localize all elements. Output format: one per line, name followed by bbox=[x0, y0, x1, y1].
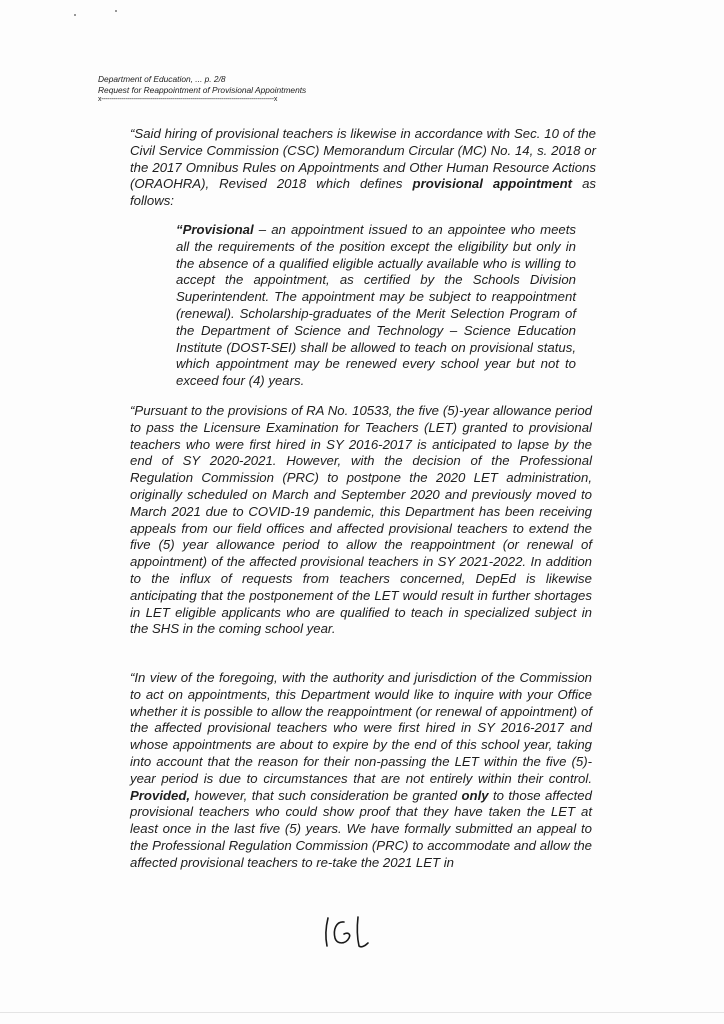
paragraph4-text-b: however, that such consideration be granted bbox=[190, 787, 462, 803]
paragraph-csc-circular bbox=[130, 126, 596, 210]
scan-edge-line bbox=[0, 1012, 724, 1013]
paragraph1-text-a: “Said hiring of provisional teachers is likewise in accordance with Sec. 10 of the Civil Service Commission (CSC) Memorandum Circular (MC) No. 14, s. 2018 or the 2017 Omnibus Rules on Appointments and Other Human Resource Actions (ORAOHRA), Revised 2018 which defines bbox=[130, 126, 596, 192]
paragraph1-text-b: as follows: bbox=[130, 176, 597, 209]
paragraph3-text: “Pursuant to the provisions of RA No. 10533, the five (5)-year allowance period to pass the Licensure Examination for Teachers (LET) granted to provisional teachers who were first hired in SY 2016-2017 is anticipated to lapse by the end of SY 2020-2021. However, with the decision of the Professional Regulation Commission (PRC) to postpone the 2020 LET administration, originally scheduled on March and September 2020 and previously moved to March 2021 due to COVID-19 pandemic, this Department has been receiving appeals from our field offices and affected provisional teachers to extend the five (5) year allowance period to allow the reappointment (or renewal of appointment) of the affected provisional teachers in SY 2021-2022. In addition to the influx of requests from teachers concerned, DepEd is likewise anticipating that the postponement of the LET would result in further shortages in LET eligible applicants who are qualified to teach in specialized subject in the SHS in the coming school year. bbox=[130, 403, 592, 637]
quoted-definition-provisional bbox=[176, 222, 576, 390]
term-provisional-appointment: provisional appointment bbox=[412, 176, 573, 192]
page-header bbox=[98, 74, 348, 106]
paragraph4-text-c: to those affected provisional teachers who could show proof that they have taken the LET at least once in the last five (5) years. We have formally submitted an appeal to the Professional Regulation Commission (PRC) to accommodate and allow the affected provisional teachers to re-take the 2021 LET in bbox=[130, 787, 592, 870]
term-only: only bbox=[461, 787, 489, 803]
header-subject-line: Request for Reappointment of Provisional Appointments bbox=[98, 84, 307, 95]
definition-text: – an appointment issued to an appointee who meets all the requirements of the position except the eligibility but only in the absence of a qualified eligible actually available who is willing to accept the appointment, as certified by the Schools Division Superintendent. The appointment may be subject to reappointment (renewal). Scholarship-graduates of the Merit Selection Program of the Department of Science and Technology – Science Education Institute (DOST-SEI) shall be allowed to teach on provisional status, which appointment may be renewed every school year but not to exceed four (4) years. bbox=[176, 222, 576, 389]
paragraph-request-to-commission bbox=[130, 670, 592, 872]
scan-speck bbox=[115, 10, 117, 12]
header-department-line: Department of Education, ... p. 2/8 bbox=[98, 74, 226, 84]
paragraph-ra-10533 bbox=[130, 403, 592, 638]
paragraph4-text-a: “In view of the foregoing, with the authority and jurisdiction of the Commission to act on appointments, this Department would like to inquire with your Office whether it is possible to allow the reappointment (or renewal of appointment) of the affected provisional teachers who were first hired in SY 2016-2017 and whose appointments are about to expire by the end of this school year, taking into account that the reason for their non-passing the LET within the five (5)-year period is due to circumstances that are not entirely within their control. bbox=[130, 670, 592, 786]
term-provided: Provided, bbox=[130, 787, 191, 803]
term-provisional: “Provisional bbox=[176, 222, 254, 237]
header-separator: x-------------------------------------------------------------------------------------x bbox=[98, 96, 278, 103]
initials-signature bbox=[318, 912, 378, 952]
scan-speck bbox=[74, 14, 76, 16]
